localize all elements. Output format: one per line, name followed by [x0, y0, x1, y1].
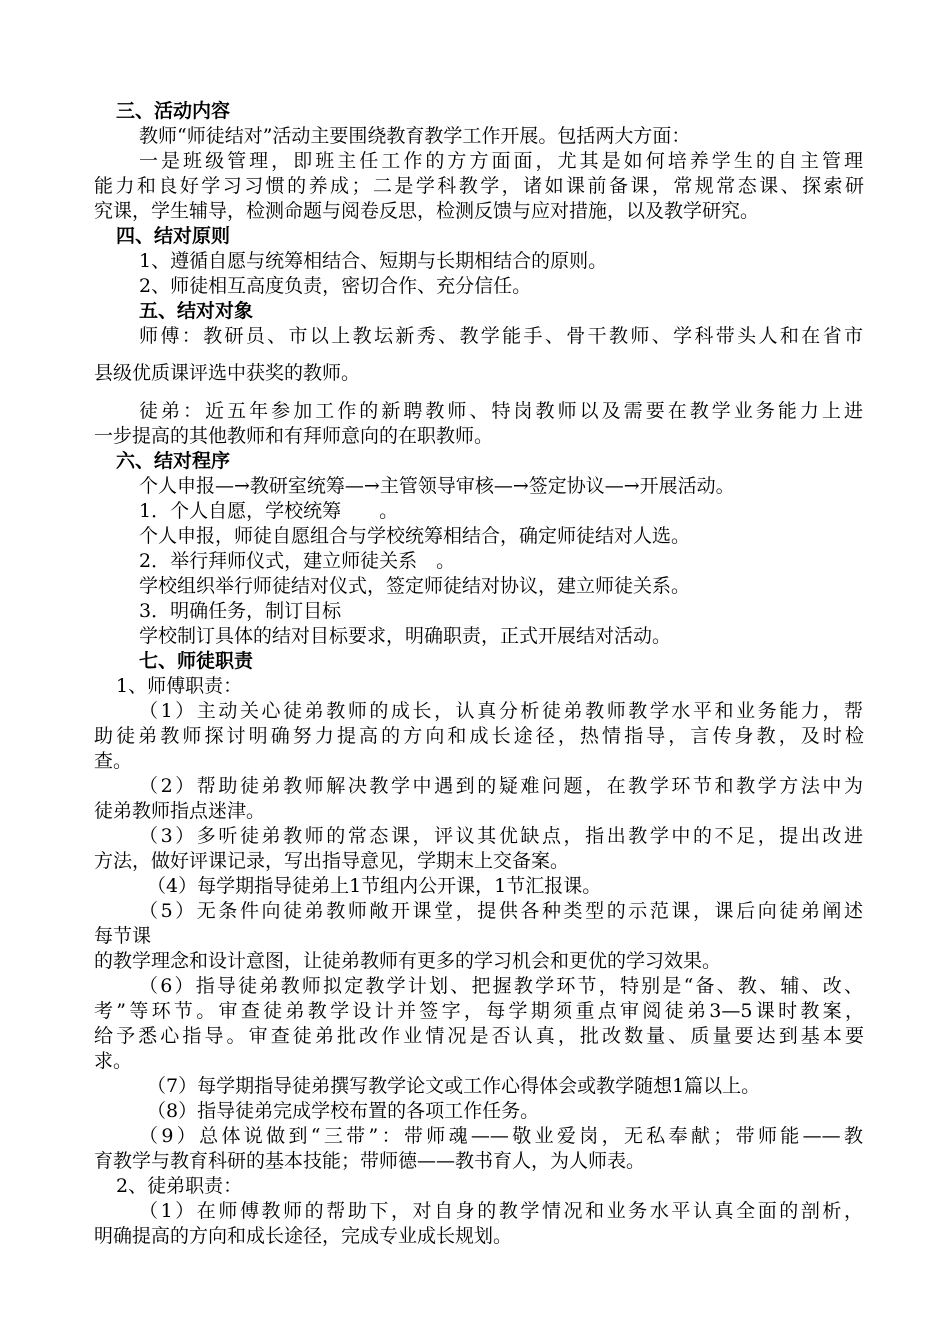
paragraph-line: 给予悉心指导。审查徒弟批改作业情况是否认真，批改数量、质量要达到基本要 [94, 1025, 864, 1047]
paragraph-line: 师傅：教研员、市以上教坛新秀、教学能手、骨干教师、学科带头人和在省市 [139, 325, 863, 347]
section-heading-pairing-principles: 四、结对原则 [116, 225, 231, 247]
paragraph-line: 学校制订具体的结对目标要求，明确职责，正式开展结对活动。 [139, 625, 672, 647]
list-item: （8）指导徒弟完成学校布置的各项工作任务。 [147, 1100, 540, 1122]
paragraph-line: 能力和良好学习习惯的养成；二是学科教学，诸如课前备课，常规常态课、探索研 [94, 175, 864, 197]
list-item: （6）指导徒弟教师拟定教学计划、把握教学环节，特别是“备、教、辅、改、 [139, 975, 863, 997]
list-item: （1）主动关心徒弟教师的成长，认真分析徒弟教师教学水平和业务能力，帮 [139, 700, 863, 722]
paragraph-line: 一步提高的其他教师和有拜师意向的在职教师。 [94, 425, 494, 447]
section-heading-pairing-targets: 五、结对对象 [139, 300, 254, 322]
paragraph-line: 方法，做好评课记录，写出指导意见，学期末上交备案。 [94, 850, 570, 872]
list-item: 1、遵循自愿与统筹相结合、短期与长期相结合的原则。 [139, 250, 608, 272]
list-item: （7）每学期指导徒弟撰写教学论文或工作心得体会或教学随想1篇以上。 [147, 1075, 761, 1097]
paragraph-line: 徒弟教师指点迷津。 [94, 800, 266, 822]
subheading-mentor-duties: 1、师傅职责： [116, 675, 243, 697]
paragraph-line: 的教学理念和设计意图，让徒弟教师有更多的学习机会和更优的学习效果。 [94, 950, 722, 972]
paragraph-line: 县级优质课评选中获奖的教师。 [94, 362, 361, 384]
list-item: （4）每学期指导徒弟上1节组内公开课，1节汇报课。 [147, 875, 602, 897]
list-item: （1）在师傅教师的帮助下，对自身的教学情况和业务水平认真全面的剖析， [139, 1200, 863, 1222]
subheading-apprentice-duties: 2、徒弟职责： [116, 1175, 243, 1197]
paragraph-line: 教师“师徒结对”活动主要围绕教育教学工作开展。包括两大方面： [139, 125, 691, 147]
paragraph-line: 一是班级管理，即班主任工作的方方面面，尤其是如何培养学生的自主管理 [139, 150, 863, 172]
list-item: （5）无条件向徒弟教师敞开课堂，提供各种类型的示范课，课后向徒弟阐述 [139, 900, 863, 922]
list-item: 2、师徒相互高度负责，密切合作、充分信任。 [139, 275, 532, 297]
paragraph-line: 助徒弟教师探讨明确努力提高的方向和成长途径，热情指导，言传身教，及时检 [94, 725, 864, 747]
paragraph-line: 查。 [94, 750, 133, 772]
section-heading-responsibilities: 七、师徒职责 [139, 650, 254, 672]
paragraph-line: 徒弟：近五年参加工作的新聘教师、特岗教师以及需要在教学业务能力上进 [139, 400, 863, 422]
paragraph-line: 个人申报—→教研室统筹—→主管领导审核—→签定协议—→开展活动。 [139, 475, 735, 497]
paragraph-line: 考”等环节。审查徒弟教学设计并签字，每学期须重点审阅徒弟3—5课时教案， [94, 1000, 864, 1022]
paragraph-line: 学校组织举行师徒结对仪式，签定师徒结对协议，建立师徒关系。 [139, 575, 691, 597]
list-item: 1．个人自愿，学校统筹 。 [139, 500, 399, 522]
list-item: （3）多听徒弟教师的常态课，评议其优缺点，指出教学中的不足，提出改进 [139, 825, 863, 847]
paragraph-line: 明确提高的方向和成长途径，完成专业成长规划。 [94, 1225, 513, 1247]
paragraph-line: 究课，学生辅导，检测命题与阅卷反思，检测反馈与应对措施，以及教学研究。 [94, 200, 760, 222]
list-item: 3．明确任务，制订目标 [139, 600, 342, 622]
list-item: 2．举行拜师仪式，建立师徒关系 。 [139, 550, 456, 572]
paragraph-line: 每节课 [94, 925, 152, 947]
list-item: （2）帮助徒弟教师解决教学中遇到的疑难问题，在教学环节和教学方法中为 [139, 775, 863, 797]
paragraph-line: 个人申报，师徒自愿组合与学校统筹相结合，确定师徒结对人选。 [139, 525, 691, 547]
section-heading-pairing-procedure: 六、结对程序 [116, 450, 231, 472]
list-item: （9）总体说做到“三带”：带师魂——敬业爱岗，无私奉献；带师能——教 [139, 1125, 863, 1147]
paragraph-line: 育教学与教育科研的基本技能；带师德——教书育人，为人师表。 [94, 1150, 646, 1172]
section-heading-activity-content: 三、活动内容 [116, 100, 231, 122]
paragraph-line: 求。 [94, 1050, 133, 1072]
